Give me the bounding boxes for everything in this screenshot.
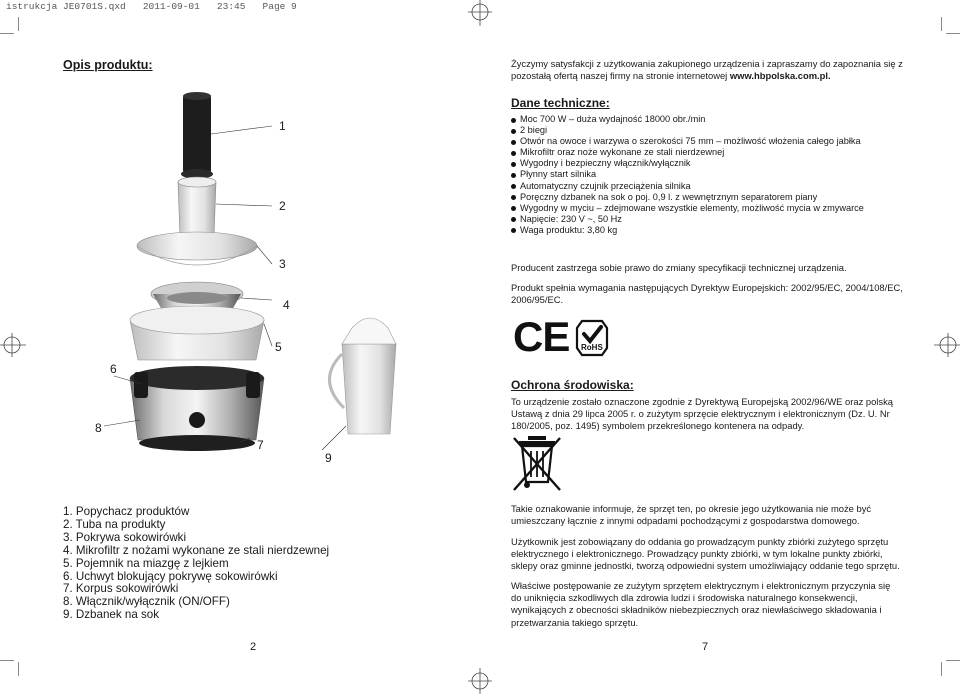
callout-8: 8 [95, 421, 102, 435]
rohs-mark-icon [574, 318, 610, 358]
trim-mark [946, 33, 960, 34]
trim-mark [946, 660, 960, 661]
juicer-exploded-illustration [90, 88, 430, 460]
list-item: 6. Uchwyt blokujący pokrywę sokowirówki [63, 569, 278, 583]
list-item: 5. Pojemnik na miazgę z lejkiem [63, 556, 229, 570]
list-item: 7. Korpus sokowirówki [63, 582, 179, 596]
ce-mark-icon: CE [513, 313, 570, 360]
trim-mark [941, 17, 942, 31]
environment-title: Ochrona środowiska: [511, 378, 634, 392]
list-item: 1. Popychacz produktów [63, 505, 190, 518]
list-item: Mikrofiltr oraz noże wykonane ze stali nierdzewnej [511, 147, 864, 158]
trim-mark [941, 662, 942, 676]
website-url: www.hbpolska.com.pl. [729, 70, 831, 82]
manufacturer-note: Producent zastrzega sobie prawo do zmiany specyfikacji technicznej urządzenia. [511, 262, 847, 273]
list-item: 2 biegi [511, 125, 864, 136]
callout-6: 6 [110, 362, 117, 376]
list-item: Automatyczny czujnik przeciążenia silnika [511, 181, 864, 192]
list-item: 8. Włącznik/wyłącznik (ON/OFF) [63, 595, 230, 609]
intro-text: Życzymy satysfakcji z użytkowania zakupionego urządzenia i zapraszamy do zapoznania się z pozostałą ofertą naszej firmy na stronie internetowej [511, 58, 903, 82]
trim-mark [0, 33, 14, 34]
product-description-title: Opis produktu: [63, 58, 153, 72]
callout-2: 2 [279, 199, 286, 213]
parts-list [63, 506, 329, 622]
callout-7: 7 [257, 438, 264, 452]
page-number-right: 7 [702, 641, 709, 653]
registration-mark-top [465, 0, 495, 30]
crossed-bin-icon [511, 434, 563, 492]
registration-mark-left [0, 330, 30, 360]
trim-mark [0, 660, 14, 661]
list-item: Płynny start silnika [511, 169, 864, 180]
callout-1: 1 [279, 119, 286, 133]
specs-list [511, 114, 864, 236]
list-item: Poręczny dzbanek na sok o poj. 0,9 l. z wewnętrznym separatorem piany [511, 192, 864, 203]
callout-5: 5 [275, 340, 282, 354]
registration-mark-right [930, 330, 960, 360]
environment-paragraph-1: Takie oznakowanie informuje, że sprzęt ten, po okresie jego użytkowania nie może być umieszczany łącznie z innymi odpadami pochodzącymi z gospodarstwa domowego. [511, 503, 872, 527]
environment-paragraph: To urządzenie zostało oznaczone zgodnie z Dyrektywą Europejską 2002/96/WE oraz polską Ustawą z dnia 29 lipca 2005 r. o zużytym sprzęcie elektrycznym i elektronicznym (Dz. U. Nr 180/2005, poz. 1495) symbolem przekreślonego kontenera na odpady. [511, 396, 893, 432]
print-slug: istrukcja JE0701S.qxd 2011-09-01 23:45 Page 9 [6, 1, 297, 12]
callout-9: 9 [325, 451, 332, 465]
intro-paragraph [511, 58, 903, 82]
list-item: Waga produktu: 3,80 kg [511, 225, 864, 236]
environment-paragraph-2: Użytkownik jest zobowiązany do oddania go prowadzącym punkty zbiórki zużytego sprzętu elektrycznego i elektronicznego. Prowadzący punkty zbiórki, w tym lokalne punkty zbiórki, sklepy oraz gminne jednostki, tworzą odpowiedni system umożliwiający oddanie tego sprzętu. [511, 536, 900, 572]
trim-mark [18, 662, 19, 676]
list-item: Otwór na owoce i warzywa o szerokości 75 mm – możliwość włożenia całego jabłka [511, 136, 864, 147]
environment-paragraph-3: Właściwe postępowanie ze zużytym sprzętem elektrycznym i elektronicznym przyczynia się do uniknięcia szkodliwych dla zdrowia ludzi i środowiska naturalnego konsekwencji, wynikających z obecności składników niebezpiecznych oraz niewłaściwego składowania i przetwarzania takiego sprzętu. [511, 580, 891, 628]
callout-3: 3 [279, 257, 286, 271]
list-item: Napięcie: 230 V ~, 50 Hz [511, 214, 864, 225]
trim-mark [18, 17, 19, 31]
callout-4: 4 [283, 298, 290, 312]
list-item: 4. Mikrofiltr z nożami wykonane ze stali nierdzewnej [63, 543, 330, 557]
directives-paragraph: Produkt spełnia wymagania następujących Dyrektyw Europejskich: 2002/95/EC, 2004/108/EC, 2006/95/EC. [511, 282, 903, 306]
rohs-label: RoHS [581, 343, 603, 352]
list-item: 2. Tuba na produkty [63, 517, 166, 531]
list-item: Moc 700 W – duża wydajność 18000 obr./min [511, 114, 864, 125]
list-item: 3. Pokrywa sokowirówki [63, 530, 187, 544]
specs-title: Dane techniczne: [511, 96, 610, 110]
list-item: 9. Dzbanek na sok [63, 608, 160, 622]
list-item: Wygodny i bezpieczny włącznik/wyłącznik [511, 158, 864, 169]
list-item: Wygodny w myciu – zdejmowane wszystkie elementy, możliwość mycia w zmywarce [511, 203, 864, 214]
page-number-left: 2 [250, 641, 257, 653]
registration-mark-bottom [465, 664, 495, 694]
